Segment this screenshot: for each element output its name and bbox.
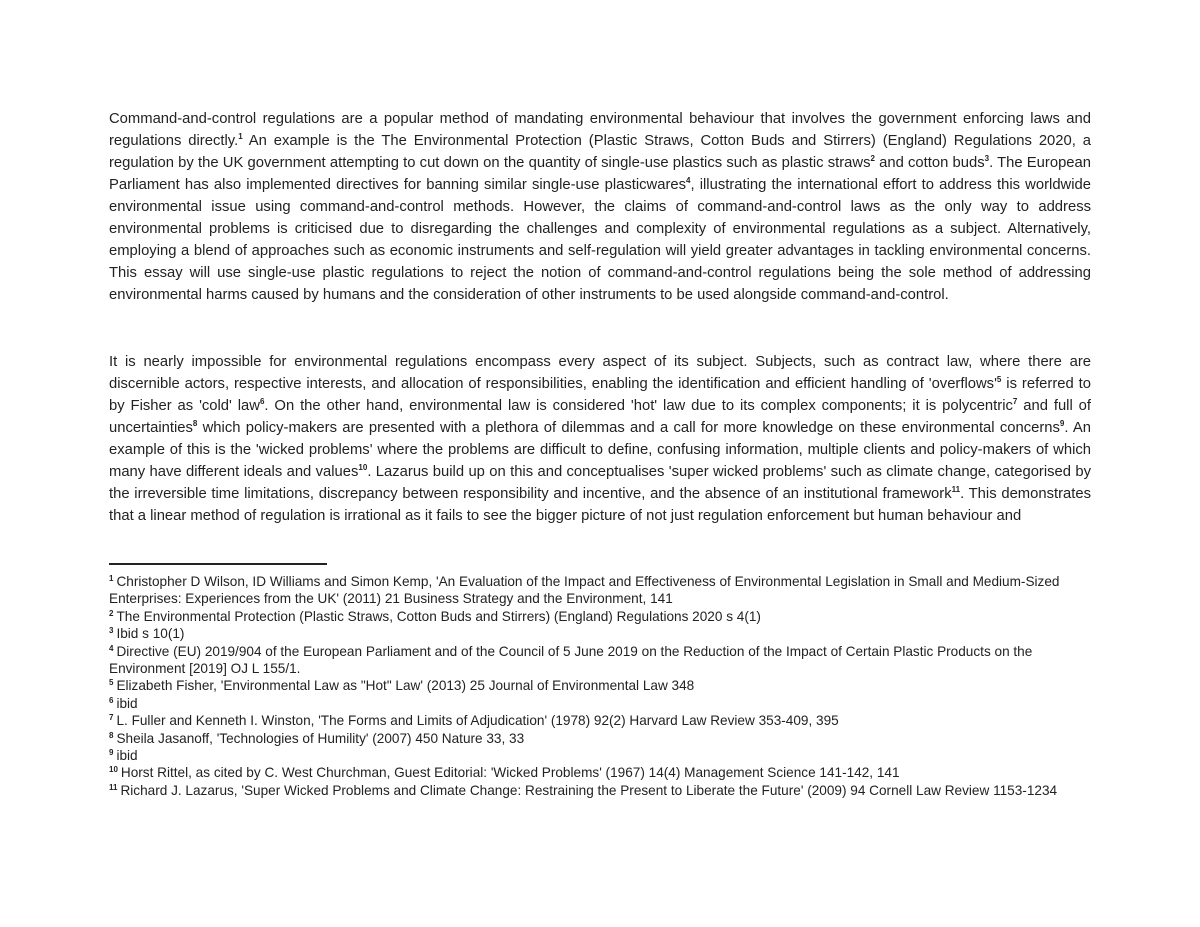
footnote-9 bbox=[109, 747, 1091, 764]
footnote-1 bbox=[109, 573, 1091, 608]
footnote-separator bbox=[109, 563, 327, 565]
footnote-ref-10[interactable]: 10 bbox=[358, 463, 368, 472]
footnote-number: 6 bbox=[109, 695, 114, 705]
footnote-4 bbox=[109, 643, 1091, 678]
footnote-text: Directive (EU) 2019/904 of the European Parliament and of the Council of 5 June 2019 on the Reduction of the Impact of Certain Plastic Products on the Environment [2019] OJ L 155/1. bbox=[109, 643, 1033, 677]
text-run: and cotton buds bbox=[874, 155, 985, 171]
footnote-ref-6[interactable]: 6 bbox=[259, 397, 265, 406]
text-run: . Lazarus build up on this and conceptualises 'super wicked problems' such as climate change, categorised by the irreversible time limitations, discrepancy between responsibility and incentive, and the absence of an institutional framework bbox=[109, 464, 1091, 502]
footnote-number: 9 bbox=[109, 748, 114, 758]
text-run: . The European Parliament has also implemented directives for banning similar single-use plasticwares bbox=[109, 155, 1091, 193]
footnote-ref-2[interactable]: 2 bbox=[870, 154, 875, 163]
text-run: is referred to by Fisher as 'cold' law bbox=[109, 376, 1091, 414]
footnote-text: Elizabeth Fisher, 'Environmental Law as "Hot" Law' (2013) 25 Journal of Environmental Law 348 bbox=[116, 678, 695, 694]
footnote-ref-1[interactable]: 1 bbox=[238, 132, 243, 141]
footnote-number: 7 bbox=[109, 713, 114, 723]
footnote-2 bbox=[109, 608, 1091, 625]
footnote-3 bbox=[109, 625, 1091, 642]
paragraph-2 bbox=[109, 351, 1091, 549]
footnote-text: Sheila Jasanoff, 'Technologies of Humility' (2007) 450 Nature 33, 33 bbox=[116, 730, 525, 746]
footnote-text: The Environmental Protection (Plastic Straws, Cotton Buds and Stirrers) (England) Regulations 2020 s 4(1) bbox=[116, 608, 761, 624]
footnote-ref-11[interactable]: 11 bbox=[951, 485, 961, 494]
footnote-ref-4[interactable]: 4 bbox=[686, 176, 691, 185]
footnote-text: ibid bbox=[116, 695, 138, 711]
footnote-number: 5 bbox=[109, 678, 114, 688]
footnote-number: 10 bbox=[109, 765, 118, 775]
footnote-text: Horst Rittel, as cited by C. West Churchman, Guest Editorial: 'Wicked Problems' (1967) 14(4) Management Science 141-142, 141 bbox=[120, 765, 900, 781]
text-run: . This demonstrates that a linear method of regulation is irrational as it fails to see the bigger picture of not just regulation enforcement but human behaviour and bbox=[109, 486, 1091, 524]
footnote-ref-9[interactable]: 9 bbox=[1059, 419, 1065, 428]
footnote-text: Richard J. Lazarus, 'Super Wicked Problems and Climate Change: Restraining the Present to Liberate the Future' (2009) 94 Cornell Law Review 1153-1234 bbox=[120, 782, 1058, 798]
footnote-10 bbox=[109, 764, 1091, 781]
footnote-11 bbox=[109, 782, 1091, 799]
footnote-5 bbox=[109, 677, 1091, 694]
footnote-text: Christopher D Wilson, ID Williams and Simon Kemp, 'An Evaluation of the Impact and Effectiveness of Environmental Legislation in Small and Medium-Sized Enterprises: Experiences from the UK' (2011) 21 Business Strategy and the Environment, 141 bbox=[109, 574, 1060, 607]
footnote-8 bbox=[109, 730, 1091, 747]
footnote-ref-3[interactable]: 3 bbox=[984, 154, 990, 163]
text-run: which policy-makers are presented with a plethora of dilemmas and a call for more knowledge on these environmental concerns bbox=[197, 420, 1060, 436]
paragraph-1 bbox=[109, 108, 1091, 306]
text-run: . An example of this is the 'wicked problems' where the problems are difficult to define, confusing information, multiple clients and policy-makers of which many have different ideals and values bbox=[109, 420, 1091, 480]
footnote-number: 3 bbox=[109, 626, 114, 636]
footnote-ref-7[interactable]: 7 bbox=[1012, 397, 1018, 406]
text-run: . On the other hand, environmental law is considered 'hot' law due to its complex components; it is polycentric bbox=[264, 398, 1013, 414]
text-run: , illustrating the international effort to address this worldwide environmental issue using command-and-control methods. However, the claims of command-and-control laws as the only way to address environmental problems is criticised due to disregarding the challenges and complexity of environmental regulations as a subject. Alternatively, employing a blend of approaches such as economic instruments and self-regulation will yield greater advantages in tackling environmental concerns. This essay will use single-use plastic regulations to reject the notion of command-and-control regulations being the sole method of addressing environmental harms caused by humans and the consideration of other instruments to be used alongside command-and-control. bbox=[109, 177, 1091, 303]
footnote-text: ibid bbox=[116, 748, 138, 764]
footnote-number: 4 bbox=[109, 643, 114, 653]
footnote-ref-5[interactable]: 5 bbox=[996, 375, 1002, 384]
footnote-number: 1 bbox=[109, 574, 114, 583]
footnote-number: 11 bbox=[109, 782, 118, 792]
text-run: It is nearly impossible for environmental regulations encompass every aspect of its subject. Subjects, such as contract law, where there are discernible actors, respective interests, and allocation of responsibilities, enabling the identification and efficient handling of 'overflows' bbox=[109, 354, 1091, 392]
footnote-text: L. Fuller and Kenneth I. Winston, 'The Forms and Limits of Adjudication' (1978) 92(2) Harvard Law Review 353-409, 395 bbox=[116, 713, 839, 729]
footnote-6 bbox=[109, 695, 1091, 712]
footnotes bbox=[109, 573, 1091, 799]
footnote-7 bbox=[109, 712, 1091, 729]
text-run: An example is the The Environmental Protection (Plastic Straws, Cotton Buds and Stirrers) (England) Regulations 2020, a regulation by the UK government attempting to cut down on the quantity of single-use plastics such as plastic straws bbox=[109, 133, 1091, 171]
footnote-number: 8 bbox=[109, 730, 114, 740]
text-run: Command-and-control regulations are a popular method of mandating environmental behaviour that involves the government enforcing laws and regulations directly. bbox=[109, 111, 1091, 149]
text-run: and full of uncertainties bbox=[109, 398, 1091, 436]
footnote-number: 2 bbox=[109, 608, 114, 618]
footnote-text: Ibid s 10(1) bbox=[116, 626, 185, 642]
footnote-ref-8[interactable]: 8 bbox=[192, 419, 198, 428]
